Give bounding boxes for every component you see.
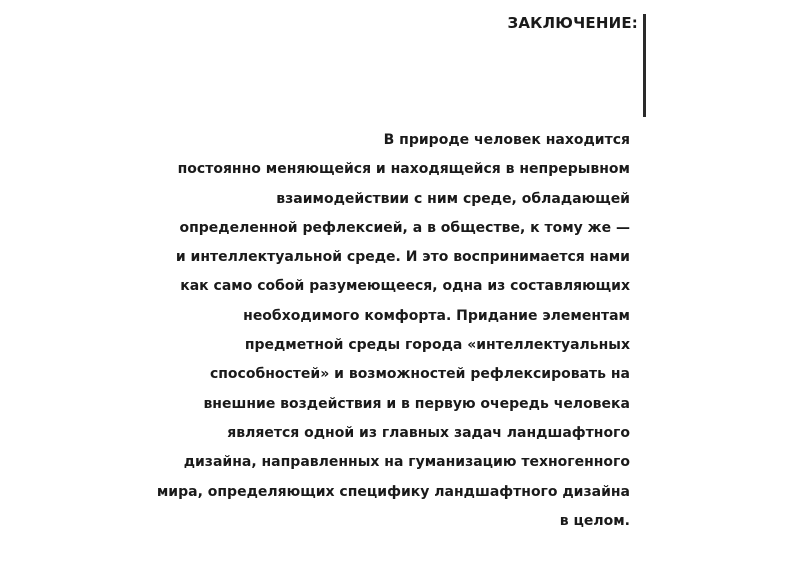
paragraph-line: определенной рефлексией, а в обществе, к тому же —	[179, 219, 630, 236]
paragraph-line: постоянно меняющейся и находящейся в непрерывном	[177, 161, 630, 178]
paragraph-line: В природе человек находится	[383, 132, 630, 148]
paragraph-line: в целом.	[559, 512, 630, 529]
paragraph-line: и интеллектуальной среде. И это воспринимается нами	[175, 249, 630, 266]
slide-heading: ЗАКЛЮЧЕНИЕ:	[507, 14, 638, 32]
paragraph-line: взаимодействии с ним среде, обладающей	[276, 190, 630, 207]
paragraph-line: необходимого комфорта. Придание элементам	[243, 307, 630, 324]
paragraph-line: способностей» и возможностей рефлексировать на	[209, 366, 630, 383]
conclusion-paragraph	[70, 126, 630, 536]
paragraph-line: дизайна, направленных на гуманизацию техногенного	[183, 454, 630, 471]
vertical-divider	[643, 14, 646, 117]
paragraph-line: является одной из главных задач ландшафтного	[227, 424, 630, 441]
paragraph-line: как само собой разумеющееся, одна из составляющих	[180, 278, 630, 295]
paragraph-line: предметной среды города «интеллектуальных	[244, 337, 630, 354]
paragraph-line: внешние воздействия и в первую очередь человека	[203, 395, 630, 412]
paragraph-line: мира, определяющих специфику ландшафтного дизайна	[156, 483, 630, 500]
